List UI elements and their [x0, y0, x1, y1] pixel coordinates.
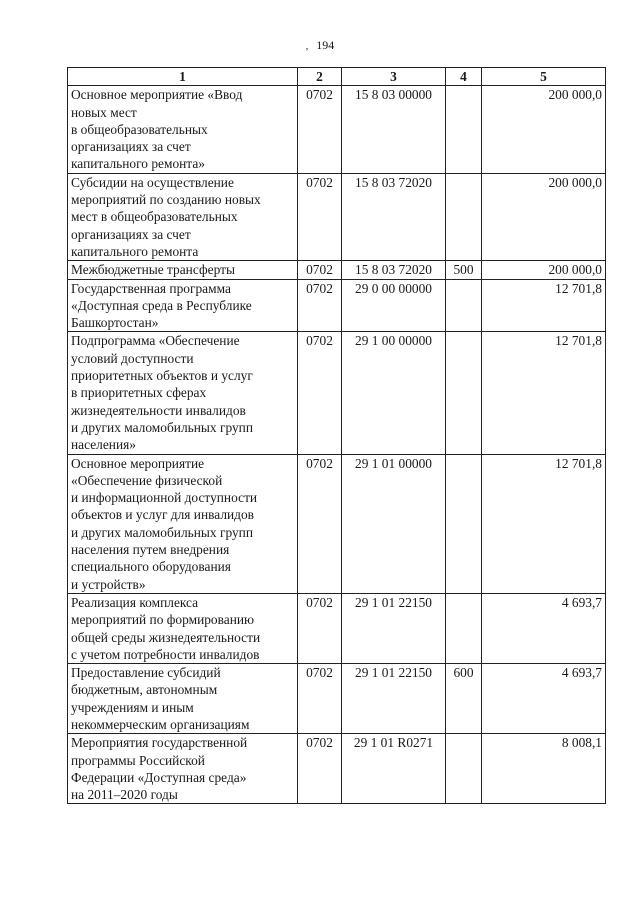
page-number [0, 38, 640, 53]
table-row [68, 173, 606, 260]
row-amount: 4 693,7 [482, 664, 606, 734]
row-amount: 200 000,0 [482, 86, 606, 173]
column-header-2: 2 [298, 68, 342, 86]
row-name: Субсидии на осуществление мероприятий по созданию новых мест в общеобразовательных организациях за счет капитального ремонта [68, 173, 298, 260]
row-name: Межбюджетные трансферты [68, 261, 298, 279]
row-target-item-code: 29 1 01 22150 [342, 664, 446, 734]
row-amount: 12 701,8 [482, 279, 606, 332]
row-section-code: 0702 [298, 664, 342, 734]
table-row [68, 86, 606, 173]
row-name: Предоставление субсидий бюджетным, автономным учреждениям и иным некоммерческим организациям [68, 664, 298, 734]
column-header-5: 5 [482, 68, 606, 86]
table-row [68, 332, 606, 454]
row-name: Реализация комплекса мероприятий по формированию общей среды жизнедеятельности с учетом потребности инвалидов [68, 593, 298, 663]
row-expense-type-code [446, 332, 482, 454]
row-name: Мероприятия государственной программы Российской Федерации «Доступная среда» на 2011–2020 годы [68, 734, 298, 804]
row-amount: 200 000,0 [482, 173, 606, 260]
row-amount: 8 008,1 [482, 734, 606, 804]
page-number-text: 194 [316, 38, 335, 52]
row-name: Основное мероприятие «Ввод новых мест в общеобразовательных организациях за счет капитального ремонта» [68, 86, 298, 173]
row-expense-type-code [446, 734, 482, 804]
row-expense-type-code [446, 593, 482, 663]
row-amount: 4 693,7 [482, 593, 606, 663]
row-section-code: 0702 [298, 279, 342, 332]
table-row [68, 664, 606, 734]
row-name: Государственная программа «Доступная среда в Республике Башкортостан» [68, 279, 298, 332]
row-section-code: 0702 [298, 332, 342, 454]
row-amount: 200 000,0 [482, 261, 606, 279]
column-header-1: 1 [68, 68, 298, 86]
row-target-item-code: 29 1 00 00000 [342, 332, 446, 454]
row-name: Основное мероприятие «Обеспечение физической и информационной доступности объектов и услуг для инвалидов и других маломобильных групп населения путем внедрения специального оборудования и устройств» [68, 454, 298, 593]
row-target-item-code: 29 0 00 00000 [342, 279, 446, 332]
row-target-item-code: 29 1 01 00000 [342, 454, 446, 593]
row-amount: 12 701,8 [482, 454, 606, 593]
row-target-item-code: 15 8 03 00000 [342, 86, 446, 173]
page-mark: , [305, 41, 309, 52]
table-row [68, 279, 606, 332]
row-section-code: 0702 [298, 593, 342, 663]
row-target-item-code: 15 8 03 72020 [342, 173, 446, 260]
table-header-row [68, 68, 606, 86]
row-name: Подпрограмма «Обеспечение условий доступности приоритетных объектов и услуг в приоритетных сферах жизнедеятельности инвалидов и других маломобильных групп населения» [68, 332, 298, 454]
row-amount: 12 701,8 [482, 332, 606, 454]
row-section-code: 0702 [298, 734, 342, 804]
row-expense-type-code: 600 [446, 664, 482, 734]
row-target-item-code: 29 1 01 R0271 [342, 734, 446, 804]
row-expense-type-code [446, 173, 482, 260]
column-header-4: 4 [446, 68, 482, 86]
budget-table [67, 67, 606, 804]
table-row [68, 734, 606, 804]
table-row [68, 593, 606, 663]
table-row [68, 454, 606, 593]
row-section-code: 0702 [298, 173, 342, 260]
row-expense-type-code [446, 454, 482, 593]
row-section-code: 0702 [298, 86, 342, 173]
row-expense-type-code [446, 86, 482, 173]
row-target-item-code: 15 8 03 72020 [342, 261, 446, 279]
table-row [68, 261, 606, 279]
row-section-code: 0702 [298, 454, 342, 593]
column-header-3: 3 [342, 68, 446, 86]
row-section-code: 0702 [298, 261, 342, 279]
row-expense-type-code: 500 [446, 261, 482, 279]
row-target-item-code: 29 1 01 22150 [342, 593, 446, 663]
row-expense-type-code [446, 279, 482, 332]
